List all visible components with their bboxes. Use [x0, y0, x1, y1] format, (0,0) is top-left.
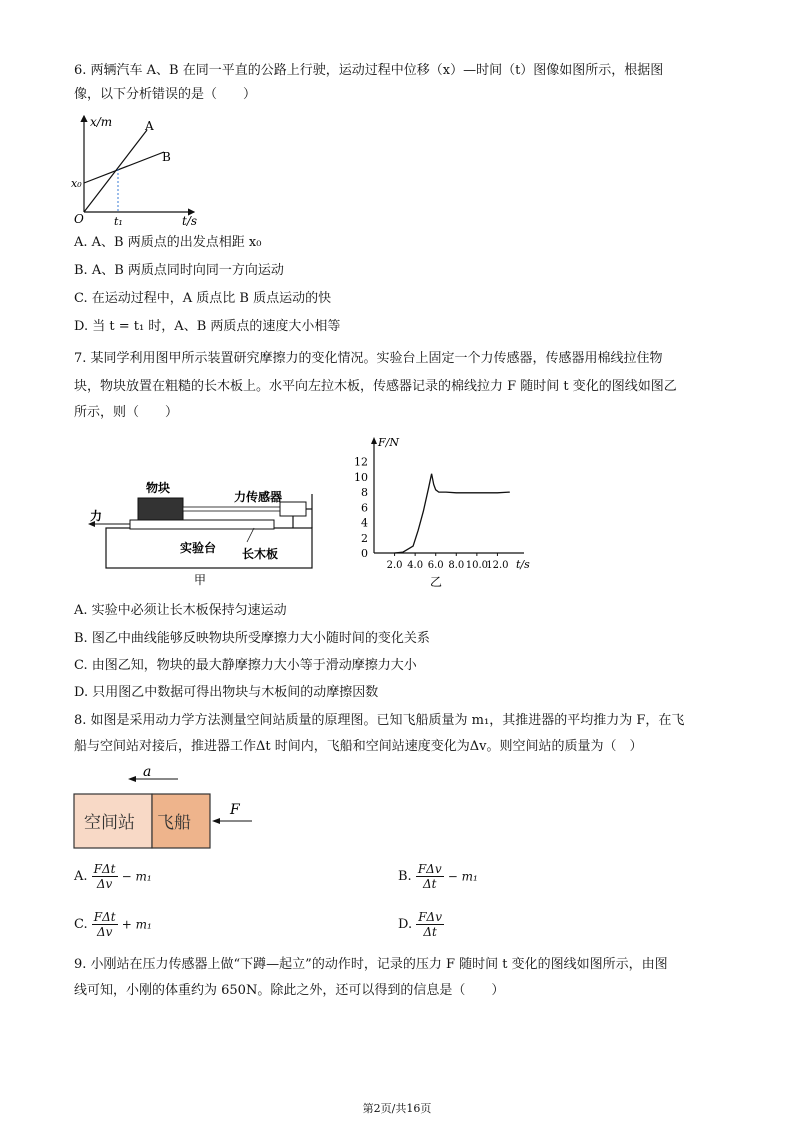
chart-x-tick-label: 12.0 — [486, 560, 509, 571]
q7-label-table: 实验台 — [180, 541, 217, 555]
q8-option-d: D. $\frac{\text{FΔv}}{\Delta t}$ — [398, 910, 443, 939]
q6-y-label: x/m — [90, 115, 113, 129]
q6-label-a: A — [145, 119, 154, 133]
q8-ship-label: 飞船 — [157, 813, 191, 833]
q7-option-c: C. 由图乙知，物块的最大静摩擦力大小等于滑动摩擦力大小 — [74, 658, 417, 673]
chart-x-tick-label: 8.0 — [448, 560, 465, 571]
chart-x-tick-label: 4.0 — [407, 560, 424, 571]
q7-stem-line3: 所示，则（ ） — [74, 405, 179, 420]
chart-y-tick-label: 6 — [361, 501, 368, 515]
q6-line-b — [84, 152, 164, 183]
chart-x-tick-label: 2.0 — [386, 560, 403, 571]
q7-stem-line1: 7. 某同学利用图甲所示装置研究摩擦力的变化情况。实验台上固定一个力传感器，传感器用棉线拉住物 — [74, 351, 663, 366]
chart-x-label: t/s — [516, 558, 530, 571]
q6-stem-line2: 像，以下分析错误的是（ ） — [74, 87, 257, 102]
q6-origin: O — [74, 212, 84, 226]
q6-label-b: B — [162, 150, 171, 164]
q7-force-sensor — [280, 502, 306, 516]
chart-y-arrow — [371, 437, 377, 444]
q7-option-b: B. 图乙中曲线能够反映物块所受摩擦力大小随时间的变化关系 — [74, 631, 430, 646]
chart-y-tick-label: 2 — [361, 531, 368, 545]
q7-block — [138, 498, 183, 520]
q8-station-label: 空间站 — [84, 813, 135, 833]
q7-stem-line2: 块，物块放置在粗糙的长木板上。水平向左拉木板，传感器记录的棉线拉力 F 随时间 t 变化的图线如图乙 — [74, 379, 677, 394]
chart-series-line — [395, 474, 510, 553]
chart-y-label: F/N — [378, 436, 399, 449]
q8-stem-line2: 船与空间站对接后，推进器工作Δt 时间内，飞船和空间站速度变化为Δv。则空间站的质量为（ ） — [74, 739, 643, 754]
chart-y-tick-label: 8 — [361, 486, 368, 500]
q7-fig-jia — [84, 470, 324, 590]
q7-label-block: 物块 — [146, 481, 171, 495]
q8-accel-label: a — [143, 764, 152, 780]
q7-fig-yi-chart — [340, 432, 530, 592]
chart-y-tick-label: 12 — [354, 455, 368, 469]
q6-option-b: B. A、B 两质点同时向同一方向运动 — [74, 263, 284, 278]
chart-caption: 乙 — [430, 575, 443, 589]
q8-stem-line1: 8. 如图是采用动力学方法测量空间站质量的原理图。已知飞船质量为 m₁，其推进器的平均推力为 F，在飞 — [74, 713, 685, 728]
q7-label-board: 长木板 — [242, 547, 279, 561]
q6-option-a: A. A、B 两质点的出发点相距 x₀ — [74, 235, 262, 250]
q7-label-sensor: 力传感器 — [234, 490, 283, 504]
chart-y-tick-label: 0 — [361, 547, 368, 560]
q8-option-c: C. $\frac{\text{FΔt}}{\Delta v}$ + m₁ — [74, 910, 152, 939]
q6-x-label: t/s — [182, 214, 198, 228]
q7-caption-jia: 甲 — [194, 573, 207, 587]
q6-t1-label: t₁ — [114, 215, 123, 228]
chart-y-tick-label: 10 — [354, 470, 368, 484]
q7-label-force: 力 — [90, 509, 103, 523]
page-footer: 第2页/共16页 — [362, 1102, 432, 1115]
q9-stem-line1: 9. 小刚站在压力传感器上做“下蹲—起立”的动作时，记录的压力 F 随时间 t 变化的图线如图所示，由图 — [74, 957, 668, 972]
q8-option-b: B. $\frac{\text{FΔv}}{\Delta t}$ − m₁ — [398, 862, 478, 891]
q7-string — [183, 507, 281, 511]
chart-x-tick-label: 6.0 — [427, 560, 444, 571]
q7-option-d: D. 只用图乙中数据可得出物块与木板间的动摩擦因数 — [74, 685, 379, 700]
q6-xt-graph — [64, 110, 204, 228]
q7-long-board — [130, 520, 274, 529]
chart-y-tick-label: 4 — [361, 516, 368, 530]
q9-stem-line2: 线可知，小刚的体重约为 650N。除此之外，还可以得到的信息是（ ） — [74, 983, 505, 998]
q6-x0-label: x₀ — [71, 177, 82, 190]
chart-x-tick-label: 10.0 — [465, 560, 488, 571]
q6-stem-line1: 6. 两辆汽车 A、B 在同一平直的公路上行驶，运动过程中位移（x）—时间（t）图像如图所示，根据图 — [74, 63, 664, 78]
q8-figure — [70, 762, 260, 852]
q8-option-a: A. $\frac{\text{FΔt}}{\Delta v}$ − m₁ — [74, 862, 152, 891]
q6-option-d: D. 当 t = t₁ 时，A、B 两质点的速度大小相等 — [74, 319, 341, 334]
q7-option-a: A. 实验中必须让长木板保持匀速运动 — [74, 603, 287, 618]
q6-option-c: C. 在运动过程中，A 质点比 B 质点运动的快 — [74, 291, 332, 306]
q8-force-label: F — [230, 802, 240, 818]
